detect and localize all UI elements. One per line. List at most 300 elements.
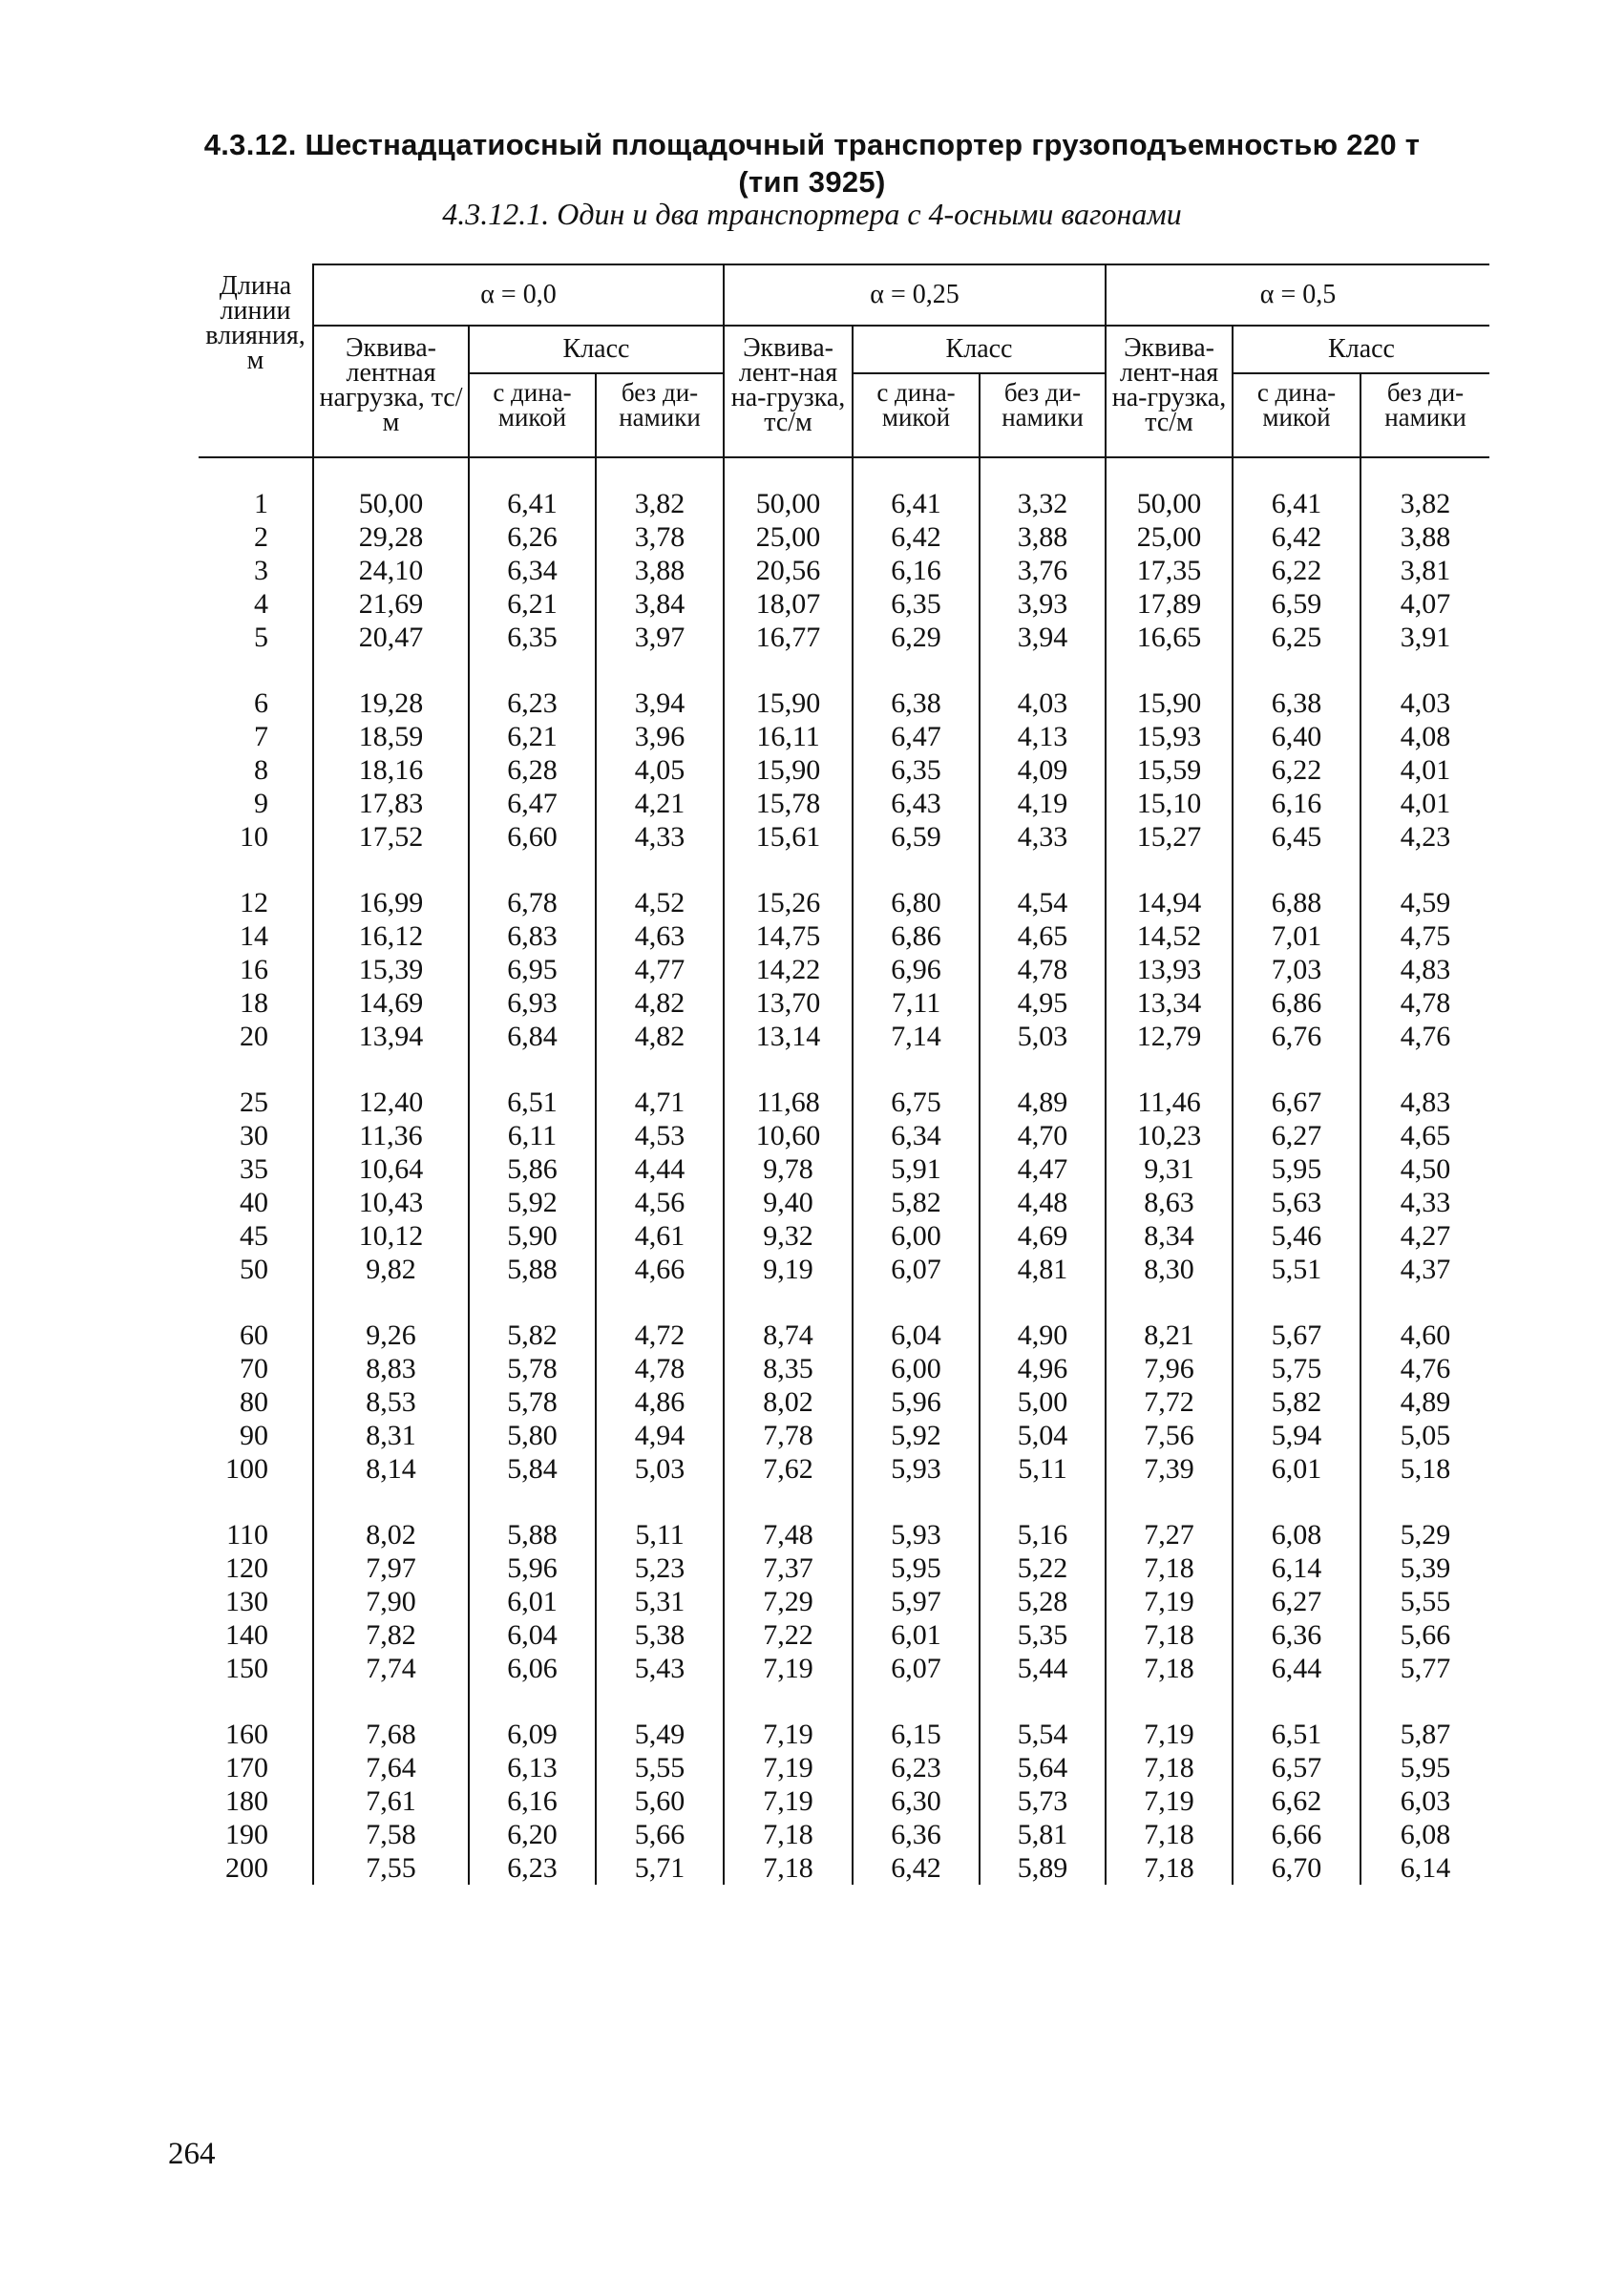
spacer-cell [980,1053,1106,1086]
table-row [199,1119,1489,1152]
value-cell: 5,78 [469,1352,596,1385]
value-cell: 6,06 [469,1652,596,1685]
value-cell: 15,90 [1106,686,1233,720]
value-cell: 15,90 [724,753,853,787]
value-cell: 4,95 [980,986,1106,1020]
spacer-cell [596,1053,724,1086]
value-cell: 17,52 [313,820,469,854]
value-cell: 6,26 [469,520,596,554]
value-cell: 5,95 [1360,1751,1489,1784]
value-cell: 5,67 [1233,1319,1360,1352]
value-cell: 7,48 [724,1518,853,1551]
value-cell: 20,56 [724,554,853,587]
value-cell: 8,63 [1106,1186,1233,1219]
spacer-cell [1106,1685,1233,1718]
spacer-cell [853,1053,980,1086]
value-cell: 4,86 [596,1385,724,1419]
value-cell: 7,29 [724,1585,853,1618]
value-cell: 5,38 [596,1618,724,1652]
spacer-cell [724,457,853,487]
value-cell: 5,04 [980,1419,1106,1452]
value-cell: 5,55 [596,1751,724,1784]
spacer-cell [469,654,596,686]
length-cell: 14 [240,920,268,952]
value-cell: 4,48 [980,1186,1106,1219]
length-cell: 35 [240,1153,268,1185]
value-cell: 5,46 [1233,1219,1360,1253]
value-cell: 25,00 [724,520,853,554]
value-cell: 15,27 [1106,820,1233,854]
value-cell: 6,60 [469,820,596,854]
value-cell: 4,78 [980,953,1106,986]
value-cell: 6,88 [1233,886,1360,919]
value-cell: 11,36 [313,1119,469,1152]
value-cell: 4,50 [1360,1152,1489,1186]
spacer-cell [199,1486,313,1518]
spacer-cell [724,1685,853,1718]
value-cell: 6,27 [1233,1585,1360,1618]
value-cell: 6,86 [853,919,980,953]
value-cell: 10,23 [1106,1119,1233,1152]
spacer-cell [1106,1286,1233,1319]
value-cell: 4,33 [1360,1186,1489,1219]
table-row [199,1186,1489,1219]
spacer-cell [1233,1286,1360,1319]
value-cell: 13,93 [1106,953,1233,986]
value-cell: 4,69 [980,1219,1106,1253]
spacer-cell [980,457,1106,487]
value-cell: 11,68 [724,1086,853,1119]
value-cell: 29,28 [313,520,469,554]
value-cell: 7,18 [1106,1751,1233,1784]
table-row [199,1452,1489,1486]
value-cell: 8,34 [1106,1219,1233,1253]
value-cell: 7,18 [1106,1652,1233,1685]
spacer-cell [1106,854,1233,886]
length-cell: 2 [254,521,268,553]
value-cell: 4,60 [1360,1319,1489,1352]
value-cell: 6,70 [1233,1851,1360,1885]
value-cell: 15,59 [1106,753,1233,787]
header-equiv-load-2: Эквива-лент-ная на-грузка, тс/м [724,326,853,457]
header-class-3: Класс [1233,326,1489,373]
length-cell: 8 [254,754,268,786]
value-cell: 7,19 [724,1652,853,1685]
spacer-cell [469,1486,596,1518]
value-cell: 6,27 [1233,1119,1360,1152]
length-cell: 90 [240,1420,268,1451]
table-row [199,1618,1489,1652]
value-cell: 7,72 [1106,1385,1233,1419]
value-cell: 17,89 [1106,587,1233,621]
spacer-cell [313,1053,469,1086]
value-cell: 3,76 [980,554,1106,587]
value-cell: 14,94 [1106,886,1233,919]
value-cell: 16,65 [1106,621,1233,654]
spacer-cell [469,854,596,886]
length-cell: 100 [225,1453,268,1485]
spacer-cell [853,654,980,686]
header-class-1: Класс [469,326,724,373]
value-cell: 6,34 [853,1119,980,1152]
value-cell: 6,14 [1360,1851,1489,1885]
value-cell: 5,84 [469,1452,596,1486]
length-cell: 140 [225,1619,268,1651]
value-cell: 15,93 [1106,720,1233,753]
spacer-cell [199,654,313,686]
spacer-cell [1360,1053,1489,1086]
value-cell: 6,16 [469,1784,596,1818]
spacer-cell [199,854,313,886]
value-cell: 3,84 [596,587,724,621]
table-row [199,1253,1489,1286]
value-cell: 7,18 [724,1851,853,1885]
value-cell: 4,07 [1360,587,1489,621]
header-length: Длина линии влияния, м [199,264,313,457]
spacer-cell [313,457,469,487]
value-cell: 4,65 [1360,1119,1489,1152]
value-cell: 6,59 [1233,587,1360,621]
spacer-cell [596,1286,724,1319]
value-cell: 3,82 [596,487,724,520]
value-cell: 6,29 [853,621,980,654]
header-with-dynamics-3: с дина-микой [1233,373,1360,457]
table-row [199,886,1489,919]
value-cell: 4,76 [1360,1352,1489,1385]
value-cell: 18,59 [313,720,469,753]
value-cell: 10,43 [313,1186,469,1219]
value-cell: 6,45 [1233,820,1360,854]
value-cell: 6,21 [469,587,596,621]
header-group-alpha-025: α = 0,25 [724,264,1106,326]
table-row [199,1152,1489,1186]
value-cell: 6,66 [1233,1818,1360,1851]
value-cell: 3,93 [980,587,1106,621]
table-row [199,1784,1489,1818]
value-cell: 5,66 [596,1818,724,1851]
table-row [199,953,1489,986]
value-cell: 4,65 [980,919,1106,953]
value-cell: 6,21 [469,720,596,753]
spacer-cell [1360,854,1489,886]
spacer-cell [469,1286,596,1319]
value-cell: 5,80 [469,1419,596,1452]
table-row [199,1718,1489,1751]
spacer-cell [980,854,1106,886]
value-cell: 7,64 [313,1751,469,1784]
spacer-cell [724,1286,853,1319]
value-cell: 3,96 [596,720,724,753]
value-cell: 6,36 [1233,1618,1360,1652]
value-cell: 6,08 [1360,1818,1489,1851]
value-cell: 7,18 [724,1818,853,1851]
value-cell: 4,76 [1360,1020,1489,1053]
table-row [199,1385,1489,1419]
value-cell: 4,44 [596,1152,724,1186]
value-cell: 5,95 [1233,1152,1360,1186]
table-row [199,820,1489,854]
value-cell: 13,70 [724,986,853,1020]
value-cell: 5,96 [853,1385,980,1419]
value-cell: 5,18 [1360,1452,1489,1486]
value-cell: 7,27 [1106,1518,1233,1551]
table-row [199,1219,1489,1253]
value-cell: 6,01 [469,1585,596,1618]
value-cell: 8,30 [1106,1253,1233,1286]
spacer-cell [980,1486,1106,1518]
value-cell: 6,95 [469,953,596,986]
value-cell: 6,13 [469,1751,596,1784]
value-cell: 7,68 [313,1718,469,1751]
value-cell: 15,26 [724,886,853,919]
value-cell: 5,31 [596,1585,724,1618]
value-cell: 6,41 [469,487,596,520]
spacer-cell [313,1486,469,1518]
spacer-cell [596,654,724,686]
value-cell: 4,13 [980,720,1106,753]
value-cell: 6,59 [853,820,980,854]
value-cell: 6,23 [853,1751,980,1784]
value-cell: 6,42 [853,520,980,554]
value-cell: 7,01 [1233,919,1360,953]
value-cell: 5,60 [596,1784,724,1818]
value-cell: 16,77 [724,621,853,654]
value-cell: 3,88 [1360,520,1489,554]
value-cell: 15,90 [724,686,853,720]
value-cell: 4,82 [596,1020,724,1053]
spacer-cell [313,854,469,886]
section-title: 4.3.12. Шестнадцатиосный площадочный транспортер грузоподъемностью 220 т [203,128,1421,161]
value-cell: 12,40 [313,1086,469,1119]
value-cell: 5,35 [980,1618,1106,1652]
header-class-2: Класс [853,326,1106,373]
length-cell: 80 [240,1386,268,1418]
value-cell: 16,12 [313,919,469,953]
value-cell: 16,99 [313,886,469,919]
load-table [199,264,1489,1885]
value-cell: 8,21 [1106,1319,1233,1352]
value-cell: 5,66 [1360,1618,1489,1652]
value-cell: 3,91 [1360,621,1489,654]
length-cell: 4 [254,588,268,620]
spacer-cell [1360,1486,1489,1518]
value-cell: 4,47 [980,1152,1106,1186]
value-cell: 7,56 [1106,1419,1233,1452]
value-cell: 8,31 [313,1419,469,1452]
value-cell: 4,96 [980,1352,1106,1385]
value-cell: 6,62 [1233,1784,1360,1818]
value-cell: 4,53 [596,1119,724,1152]
value-cell: 7,58 [313,1818,469,1851]
value-cell: 13,34 [1106,986,1233,1020]
value-cell: 4,33 [596,820,724,854]
value-cell: 7,19 [724,1784,853,1818]
value-cell: 4,63 [596,919,724,953]
value-cell: 6,11 [469,1119,596,1152]
table-row [199,1585,1489,1618]
table-row [199,1551,1489,1585]
header-group-alpha-05: α = 0,5 [1106,264,1489,326]
value-cell: 24,10 [313,554,469,587]
spacer-cell [1106,1486,1233,1518]
header-equiv-load-1: Эквива-лентная нагрузка, тс/м [313,326,469,457]
value-cell: 6,35 [853,753,980,787]
value-cell: 7,22 [724,1618,853,1652]
spacer-cell [199,1685,313,1718]
length-cell: 6 [254,687,268,719]
value-cell: 4,01 [1360,787,1489,820]
spacer-cell [313,1685,469,1718]
value-cell: 9,40 [724,1186,853,1219]
spacer-cell [724,854,853,886]
value-cell: 6,00 [853,1352,980,1385]
value-cell: 5,87 [1360,1718,1489,1751]
value-cell: 5,64 [980,1751,1106,1784]
spacer-cell [1233,1486,1360,1518]
header-without-dynamics-2: без ди-намики [980,373,1106,457]
value-cell: 10,60 [724,1119,853,1152]
spacer-cell [313,1286,469,1319]
length-cell: 25 [240,1087,268,1118]
value-cell: 7,61 [313,1784,469,1818]
value-cell: 13,14 [724,1020,853,1053]
table-row [199,1352,1489,1385]
value-cell: 6,07 [853,1652,980,1685]
spacer-cell [469,1053,596,1086]
value-cell: 6,35 [853,587,980,621]
spacer-cell [1360,1286,1489,1319]
section-title-type: (тип 3925) [738,165,886,199]
value-cell: 16,11 [724,720,853,753]
page-number: 264 [168,2137,216,2171]
value-cell: 5,94 [1233,1419,1360,1452]
length-cell: 160 [225,1719,268,1750]
spacer-cell [1360,1685,1489,1718]
table-row [199,1818,1489,1851]
value-cell: 12,79 [1106,1020,1233,1053]
value-cell: 6,43 [853,787,980,820]
length-cell: 180 [225,1785,268,1817]
value-cell: 5,95 [853,1551,980,1585]
table-row [199,554,1489,587]
table-row [199,587,1489,621]
table-row [199,1319,1489,1352]
value-cell: 18,07 [724,587,853,621]
header-group-alpha-0: α = 0,0 [313,264,724,326]
value-cell: 10,12 [313,1219,469,1253]
value-cell: 11,46 [1106,1086,1233,1119]
value-cell: 5,00 [980,1385,1106,1419]
value-cell: 6,78 [469,886,596,919]
value-cell: 3,81 [1360,554,1489,587]
table-row [199,1518,1489,1551]
value-cell: 4,78 [1360,986,1489,1020]
value-cell: 3,88 [596,554,724,587]
value-cell: 6,44 [1233,1652,1360,1685]
value-cell: 5,03 [980,1020,1106,1053]
spacer-cell [1106,457,1233,487]
header-with-dynamics-1: с дина-микой [469,373,596,457]
value-cell: 7,62 [724,1452,853,1486]
value-cell: 5,75 [1233,1352,1360,1385]
value-cell: 6,34 [469,554,596,587]
value-cell: 5,92 [469,1186,596,1219]
value-cell: 3,82 [1360,487,1489,520]
value-cell: 5,11 [596,1518,724,1551]
value-cell: 6,15 [853,1718,980,1751]
value-cell: 7,03 [1233,953,1360,986]
value-cell: 10,64 [313,1152,469,1186]
value-cell: 14,22 [724,953,853,986]
value-cell: 4,81 [980,1253,1106,1286]
length-cell: 10 [240,821,268,853]
value-cell: 6,83 [469,919,596,953]
value-cell: 20,47 [313,621,469,654]
spacer-cell [199,457,313,487]
value-cell: 6,07 [853,1253,980,1286]
value-cell: 3,94 [980,621,1106,654]
value-cell: 7,90 [313,1585,469,1618]
value-cell: 5,03 [596,1452,724,1486]
value-cell: 6,00 [853,1219,980,1253]
table-row [199,787,1489,820]
value-cell: 5,05 [1360,1419,1489,1452]
value-cell: 6,20 [469,1818,596,1851]
value-cell: 14,75 [724,919,853,953]
value-cell: 5,89 [980,1851,1106,1885]
value-cell: 6,51 [469,1086,596,1119]
value-cell: 4,78 [596,1352,724,1385]
table-body [199,457,1489,1885]
value-cell: 6,75 [853,1086,980,1119]
spacer-cell [853,854,980,886]
value-cell: 6,23 [469,686,596,720]
value-cell: 7,11 [853,986,980,1020]
value-cell: 6,28 [469,753,596,787]
length-cell: 170 [225,1752,268,1783]
value-cell: 3,32 [980,487,1106,520]
value-cell: 4,72 [596,1319,724,1352]
value-cell: 5,91 [853,1152,980,1186]
value-cell: 6,42 [1233,520,1360,554]
value-cell: 7,18 [1106,1618,1233,1652]
value-cell: 17,35 [1106,554,1233,587]
value-cell: 9,31 [1106,1152,1233,1186]
value-cell: 5,82 [1233,1385,1360,1419]
length-cell: 60 [240,1319,268,1351]
value-cell: 50,00 [313,487,469,520]
value-cell: 6,67 [1233,1086,1360,1119]
length-cell: 20 [240,1021,268,1052]
value-cell: 5,81 [980,1818,1106,1851]
length-cell: 30 [240,1120,268,1151]
value-cell: 21,69 [313,587,469,621]
spacer-cell [724,654,853,686]
value-cell: 4,08 [1360,720,1489,753]
value-cell: 8,53 [313,1385,469,1419]
value-cell: 15,39 [313,953,469,986]
value-cell: 18,16 [313,753,469,787]
value-cell: 4,56 [596,1186,724,1219]
spacer-cell [1106,654,1233,686]
value-cell: 6,01 [853,1618,980,1652]
table-row [199,1086,1489,1119]
value-cell: 7,18 [1106,1551,1233,1585]
value-cell: 5,92 [853,1419,980,1452]
value-cell: 5,22 [980,1551,1106,1585]
value-cell: 4,70 [980,1119,1106,1152]
length-cell: 12 [240,887,268,918]
